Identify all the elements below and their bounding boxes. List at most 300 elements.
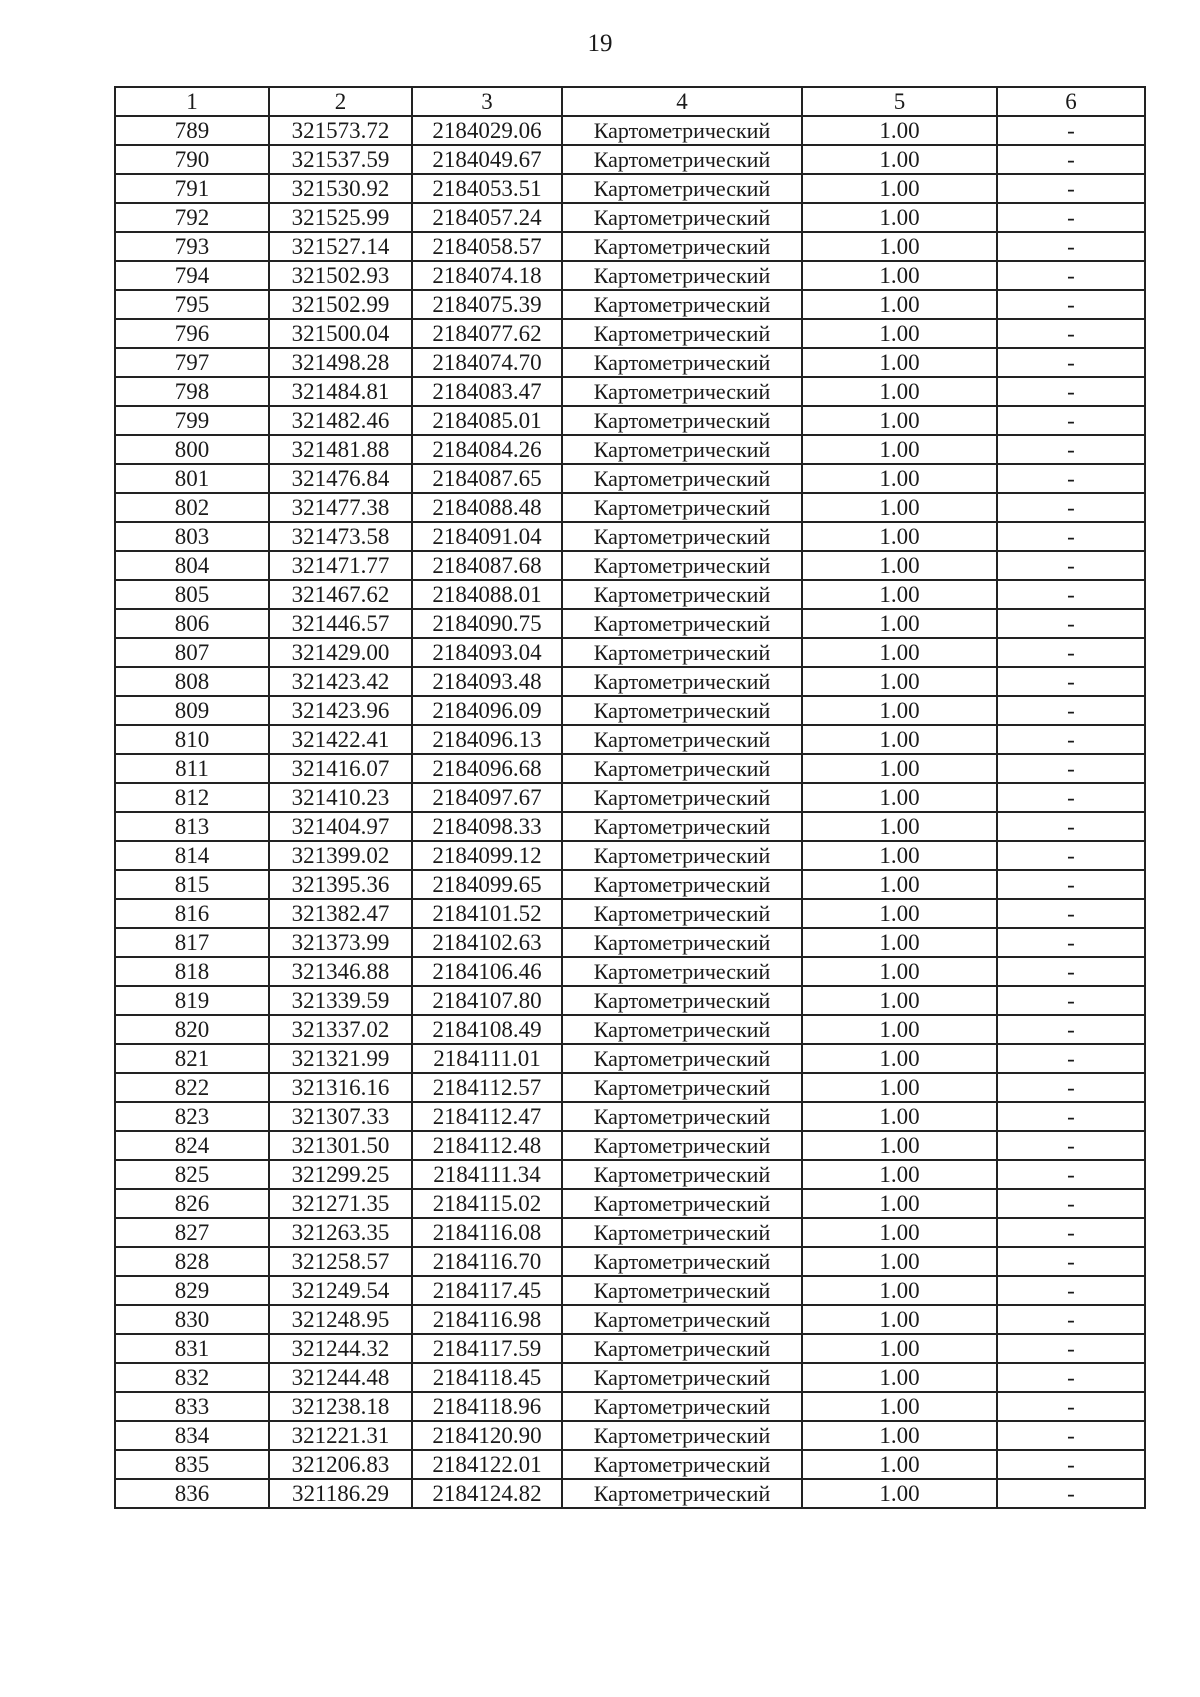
x-coordinate-cell: 321530.92: [269, 174, 412, 203]
description-cell: -: [997, 899, 1145, 928]
description-cell: -: [997, 493, 1145, 522]
description-cell: -: [997, 1218, 1145, 1247]
x-coordinate-cell: 321263.35: [269, 1218, 412, 1247]
method-cell: Картометрический: [562, 986, 802, 1015]
table-row: [115, 725, 1145, 754]
point-number-cell: 830: [115, 1305, 269, 1334]
x-coordinate-cell: 321477.38: [269, 493, 412, 522]
x-coordinate-cell: 321321.99: [269, 1044, 412, 1073]
y-coordinate-cell: 2184118.45: [412, 1363, 562, 1392]
table-header-row: [115, 87, 1145, 116]
point-number-cell: 812: [115, 783, 269, 812]
table-row: [115, 667, 1145, 696]
point-number-cell: 826: [115, 1189, 269, 1218]
y-coordinate-cell: 2184053.51: [412, 174, 562, 203]
method-cell: Картометрический: [562, 841, 802, 870]
method-cell: Картометрический: [562, 638, 802, 667]
accuracy-cell: 1.00: [802, 232, 997, 261]
y-coordinate-cell: 2184118.96: [412, 1392, 562, 1421]
y-coordinate-cell: 2184102.63: [412, 928, 562, 957]
x-coordinate-cell: 321423.42: [269, 667, 412, 696]
description-cell: -: [997, 522, 1145, 551]
method-cell: Картометрический: [562, 1450, 802, 1479]
table-row: [115, 319, 1145, 348]
method-cell: Картометрический: [562, 783, 802, 812]
x-coordinate-cell: 321307.33: [269, 1102, 412, 1131]
point-number-cell: 809: [115, 696, 269, 725]
accuracy-cell: 1.00: [802, 522, 997, 551]
column-header: 6: [997, 87, 1145, 116]
point-number-cell: 834: [115, 1421, 269, 1450]
accuracy-cell: 1.00: [802, 1218, 997, 1247]
point-number-cell: 827: [115, 1218, 269, 1247]
description-cell: -: [997, 203, 1145, 232]
x-coordinate-cell: 321337.02: [269, 1015, 412, 1044]
x-coordinate-cell: 321382.47: [269, 899, 412, 928]
table-row: [115, 1015, 1145, 1044]
y-coordinate-cell: 2184112.47: [412, 1102, 562, 1131]
table-row: [115, 754, 1145, 783]
description-cell: -: [997, 928, 1145, 957]
method-cell: Картометрический: [562, 1392, 802, 1421]
method-cell: Картометрический: [562, 1160, 802, 1189]
method-cell: Картометрический: [562, 406, 802, 435]
table-row: [115, 1218, 1145, 1247]
method-cell: Картометрический: [562, 870, 802, 899]
point-number-cell: 836: [115, 1479, 269, 1508]
method-cell: Картометрический: [562, 1102, 802, 1131]
method-cell: Картометрический: [562, 1131, 802, 1160]
accuracy-cell: 1.00: [802, 1363, 997, 1392]
method-cell: Картометрический: [562, 1044, 802, 1073]
table-row: [115, 290, 1145, 319]
table-row: [115, 464, 1145, 493]
point-number-cell: 820: [115, 1015, 269, 1044]
method-cell: Картометрический: [562, 812, 802, 841]
point-number-cell: 832: [115, 1363, 269, 1392]
accuracy-cell: 1.00: [802, 319, 997, 348]
table-row: [115, 841, 1145, 870]
y-coordinate-cell: 2184085.01: [412, 406, 562, 435]
y-coordinate-cell: 2184097.67: [412, 783, 562, 812]
accuracy-cell: 1.00: [802, 1102, 997, 1131]
y-coordinate-cell: 2184099.65: [412, 870, 562, 899]
x-coordinate-cell: 321221.31: [269, 1421, 412, 1450]
y-coordinate-cell: 2184111.34: [412, 1160, 562, 1189]
y-coordinate-cell: 2184096.13: [412, 725, 562, 754]
description-cell: -: [997, 377, 1145, 406]
point-number-cell: 807: [115, 638, 269, 667]
description-cell: -: [997, 1015, 1145, 1044]
table-row: [115, 116, 1145, 145]
table-row: [115, 812, 1145, 841]
description-cell: -: [997, 1131, 1145, 1160]
accuracy-cell: 1.00: [802, 1334, 997, 1363]
method-cell: Картометрический: [562, 232, 802, 261]
x-coordinate-cell: 321316.16: [269, 1073, 412, 1102]
column-header: 4: [562, 87, 802, 116]
table-row: [115, 1131, 1145, 1160]
accuracy-cell: 1.00: [802, 551, 997, 580]
accuracy-cell: 1.00: [802, 145, 997, 174]
method-cell: Картометрический: [562, 1015, 802, 1044]
accuracy-cell: 1.00: [802, 261, 997, 290]
table-body: [115, 116, 1145, 1508]
accuracy-cell: 1.00: [802, 957, 997, 986]
table-row: [115, 783, 1145, 812]
point-number-cell: 791: [115, 174, 269, 203]
point-number-cell: 808: [115, 667, 269, 696]
point-number-cell: 805: [115, 580, 269, 609]
description-cell: -: [997, 348, 1145, 377]
point-number-cell: 793: [115, 232, 269, 261]
description-cell: -: [997, 841, 1145, 870]
x-coordinate-cell: 321525.99: [269, 203, 412, 232]
point-number-cell: 822: [115, 1073, 269, 1102]
y-coordinate-cell: 2184117.45: [412, 1276, 562, 1305]
x-coordinate-cell: 321301.50: [269, 1131, 412, 1160]
y-coordinate-cell: 2184088.01: [412, 580, 562, 609]
description-cell: -: [997, 986, 1145, 1015]
point-number-cell: 825: [115, 1160, 269, 1189]
y-coordinate-cell: 2184093.04: [412, 638, 562, 667]
point-number-cell: 835: [115, 1450, 269, 1479]
table-row: [115, 348, 1145, 377]
accuracy-cell: 1.00: [802, 1450, 997, 1479]
accuracy-cell: 1.00: [802, 725, 997, 754]
accuracy-cell: 1.00: [802, 1305, 997, 1334]
x-coordinate-cell: 321346.88: [269, 957, 412, 986]
x-coordinate-cell: 321502.93: [269, 261, 412, 290]
table-row: [115, 986, 1145, 1015]
column-header: 3: [412, 87, 562, 116]
y-coordinate-cell: 2184107.80: [412, 986, 562, 1015]
point-number-cell: 800: [115, 435, 269, 464]
accuracy-cell: 1.00: [802, 174, 997, 203]
table-row: [115, 377, 1145, 406]
method-cell: Картометрический: [562, 1479, 802, 1508]
y-coordinate-cell: 2184058.57: [412, 232, 562, 261]
x-coordinate-cell: 321429.00: [269, 638, 412, 667]
method-cell: Картометрический: [562, 522, 802, 551]
table-row: [115, 493, 1145, 522]
table-row: [115, 174, 1145, 203]
x-coordinate-cell: 321186.29: [269, 1479, 412, 1508]
y-coordinate-cell: 2184117.59: [412, 1334, 562, 1363]
point-number-cell: 801: [115, 464, 269, 493]
description-cell: -: [997, 1421, 1145, 1450]
y-coordinate-cell: 2184087.68: [412, 551, 562, 580]
column-header: 1: [115, 87, 269, 116]
table-row: [115, 609, 1145, 638]
point-number-cell: 813: [115, 812, 269, 841]
x-coordinate-cell: 321404.97: [269, 812, 412, 841]
description-cell: -: [997, 957, 1145, 986]
method-cell: Картометрический: [562, 377, 802, 406]
point-number-cell: 817: [115, 928, 269, 957]
accuracy-cell: 1.00: [802, 638, 997, 667]
x-coordinate-cell: 321206.83: [269, 1450, 412, 1479]
method-cell: Картометрический: [562, 1218, 802, 1247]
description-cell: -: [997, 609, 1145, 638]
y-coordinate-cell: 2184120.90: [412, 1421, 562, 1450]
description-cell: -: [997, 261, 1145, 290]
description-cell: -: [997, 1189, 1145, 1218]
point-number-cell: 797: [115, 348, 269, 377]
table-row: [115, 1392, 1145, 1421]
coordinates-table: [114, 86, 1146, 1509]
point-number-cell: 795: [115, 290, 269, 319]
table-row: [115, 1450, 1145, 1479]
table-row: [115, 1305, 1145, 1334]
description-cell: -: [997, 290, 1145, 319]
x-coordinate-cell: 321238.18: [269, 1392, 412, 1421]
y-coordinate-cell: 2184111.01: [412, 1044, 562, 1073]
description-cell: -: [997, 1160, 1145, 1189]
table-row: [115, 1363, 1145, 1392]
y-coordinate-cell: 2184096.09: [412, 696, 562, 725]
table-row: [115, 203, 1145, 232]
x-coordinate-cell: 321484.81: [269, 377, 412, 406]
accuracy-cell: 1.00: [802, 377, 997, 406]
accuracy-cell: 1.00: [802, 899, 997, 928]
x-coordinate-cell: 321422.41: [269, 725, 412, 754]
x-coordinate-cell: 321482.46: [269, 406, 412, 435]
point-number-cell: 798: [115, 377, 269, 406]
method-cell: Картометрический: [562, 203, 802, 232]
x-coordinate-cell: 321500.04: [269, 319, 412, 348]
y-coordinate-cell: 2184075.39: [412, 290, 562, 319]
accuracy-cell: 1.00: [802, 1189, 997, 1218]
point-number-cell: 806: [115, 609, 269, 638]
table-row: [115, 1247, 1145, 1276]
description-cell: -: [997, 812, 1145, 841]
table-row: [115, 1044, 1145, 1073]
table-row: [115, 580, 1145, 609]
point-number-cell: 814: [115, 841, 269, 870]
point-number-cell: 815: [115, 870, 269, 899]
y-coordinate-cell: 2184029.06: [412, 116, 562, 145]
method-cell: Картометрический: [562, 1276, 802, 1305]
y-coordinate-cell: 2184108.49: [412, 1015, 562, 1044]
method-cell: Картометрический: [562, 493, 802, 522]
description-cell: -: [997, 232, 1145, 261]
y-coordinate-cell: 2184115.02: [412, 1189, 562, 1218]
accuracy-cell: 1.00: [802, 493, 997, 522]
table-row: [115, 957, 1145, 986]
method-cell: Картометрический: [562, 116, 802, 145]
y-coordinate-cell: 2184116.70: [412, 1247, 562, 1276]
point-number-cell: 818: [115, 957, 269, 986]
accuracy-cell: 1.00: [802, 203, 997, 232]
y-coordinate-cell: 2184106.46: [412, 957, 562, 986]
point-number-cell: 833: [115, 1392, 269, 1421]
table-row: [115, 232, 1145, 261]
point-number-cell: 802: [115, 493, 269, 522]
x-coordinate-cell: 321249.54: [269, 1276, 412, 1305]
description-cell: -: [997, 116, 1145, 145]
point-number-cell: 821: [115, 1044, 269, 1073]
y-coordinate-cell: 2184049.67: [412, 145, 562, 174]
method-cell: Картометрический: [562, 261, 802, 290]
table-row: [115, 638, 1145, 667]
y-coordinate-cell: 2184057.24: [412, 203, 562, 232]
description-cell: -: [997, 638, 1145, 667]
x-coordinate-cell: 321244.48: [269, 1363, 412, 1392]
method-cell: Картометрический: [562, 957, 802, 986]
description-cell: -: [997, 551, 1145, 580]
y-coordinate-cell: 2184093.48: [412, 667, 562, 696]
point-number-cell: 819: [115, 986, 269, 1015]
point-number-cell: 829: [115, 1276, 269, 1305]
point-number-cell: 824: [115, 1131, 269, 1160]
y-coordinate-cell: 2184074.18: [412, 261, 562, 290]
accuracy-cell: 1.00: [802, 290, 997, 319]
accuracy-cell: 1.00: [802, 1392, 997, 1421]
method-cell: Картометрический: [562, 1334, 802, 1363]
description-cell: -: [997, 870, 1145, 899]
table-row: [115, 1102, 1145, 1131]
accuracy-cell: 1.00: [802, 696, 997, 725]
y-coordinate-cell: 2184074.70: [412, 348, 562, 377]
y-coordinate-cell: 2184112.48: [412, 1131, 562, 1160]
point-number-cell: 811: [115, 754, 269, 783]
x-coordinate-cell: 321399.02: [269, 841, 412, 870]
description-cell: -: [997, 754, 1145, 783]
table-row: [115, 928, 1145, 957]
accuracy-cell: 1.00: [802, 870, 997, 899]
accuracy-cell: 1.00: [802, 1160, 997, 1189]
x-coordinate-cell: 321248.95: [269, 1305, 412, 1334]
column-header: 2: [269, 87, 412, 116]
description-cell: -: [997, 1073, 1145, 1102]
x-coordinate-cell: 321299.25: [269, 1160, 412, 1189]
table-row: [115, 1334, 1145, 1363]
description-cell: -: [997, 667, 1145, 696]
x-coordinate-cell: 321573.72: [269, 116, 412, 145]
y-coordinate-cell: 2184091.04: [412, 522, 562, 551]
x-coordinate-cell: 321446.57: [269, 609, 412, 638]
table-row: [115, 1276, 1145, 1305]
description-cell: -: [997, 725, 1145, 754]
point-number-cell: 803: [115, 522, 269, 551]
method-cell: Картометрический: [562, 1189, 802, 1218]
accuracy-cell: 1.00: [802, 406, 997, 435]
x-coordinate-cell: 321537.59: [269, 145, 412, 174]
table-row: [115, 1160, 1145, 1189]
table-row: [115, 435, 1145, 464]
method-cell: Картометрический: [562, 551, 802, 580]
method-cell: Картометрический: [562, 435, 802, 464]
accuracy-cell: 1.00: [802, 580, 997, 609]
description-cell: -: [997, 1247, 1145, 1276]
accuracy-cell: 1.00: [802, 609, 997, 638]
description-cell: -: [997, 435, 1145, 464]
point-number-cell: 804: [115, 551, 269, 580]
point-number-cell: 816: [115, 899, 269, 928]
description-cell: -: [997, 406, 1145, 435]
method-cell: Картометрический: [562, 145, 802, 174]
y-coordinate-cell: 2184101.52: [412, 899, 562, 928]
y-coordinate-cell: 2184083.47: [412, 377, 562, 406]
description-cell: -: [997, 1363, 1145, 1392]
x-coordinate-cell: 321416.07: [269, 754, 412, 783]
y-coordinate-cell: 2184112.57: [412, 1073, 562, 1102]
description-cell: -: [997, 174, 1145, 203]
table-row: [115, 145, 1145, 174]
description-cell: -: [997, 580, 1145, 609]
method-cell: Картометрический: [562, 1247, 802, 1276]
y-coordinate-cell: 2184087.65: [412, 464, 562, 493]
point-number-cell: 810: [115, 725, 269, 754]
description-cell: -: [997, 1276, 1145, 1305]
method-cell: Картометрический: [562, 1305, 802, 1334]
method-cell: Картометрический: [562, 899, 802, 928]
method-cell: Картометрический: [562, 1073, 802, 1102]
table-row: [115, 870, 1145, 899]
point-number-cell: 794: [115, 261, 269, 290]
accuracy-cell: 1.00: [802, 1276, 997, 1305]
point-number-cell: 831: [115, 1334, 269, 1363]
table-row: [115, 1073, 1145, 1102]
method-cell: Картометрический: [562, 609, 802, 638]
accuracy-cell: 1.00: [802, 1015, 997, 1044]
x-coordinate-cell: 321244.32: [269, 1334, 412, 1363]
method-cell: Картометрический: [562, 928, 802, 957]
accuracy-cell: 1.00: [802, 1421, 997, 1450]
description-cell: -: [997, 696, 1145, 725]
description-cell: -: [997, 1450, 1145, 1479]
table-row: [115, 696, 1145, 725]
accuracy-cell: 1.00: [802, 1073, 997, 1102]
point-number-cell: 792: [115, 203, 269, 232]
accuracy-cell: 1.00: [802, 435, 997, 464]
x-coordinate-cell: 321467.62: [269, 580, 412, 609]
description-cell: -: [997, 1305, 1145, 1334]
method-cell: Картометрический: [562, 290, 802, 319]
y-coordinate-cell: 2184116.08: [412, 1218, 562, 1247]
x-coordinate-cell: 321258.57: [269, 1247, 412, 1276]
x-coordinate-cell: 321473.58: [269, 522, 412, 551]
accuracy-cell: 1.00: [802, 754, 997, 783]
table-row: [115, 522, 1145, 551]
table-row: [115, 406, 1145, 435]
description-cell: -: [997, 464, 1145, 493]
x-coordinate-cell: 321373.99: [269, 928, 412, 957]
description-cell: -: [997, 319, 1145, 348]
method-cell: Картометрический: [562, 464, 802, 493]
table-row: [115, 551, 1145, 580]
accuracy-cell: 1.00: [802, 986, 997, 1015]
table-row: [115, 261, 1145, 290]
point-number-cell: 828: [115, 1247, 269, 1276]
description-cell: -: [997, 1392, 1145, 1421]
table-row: [115, 1421, 1145, 1450]
accuracy-cell: 1.00: [802, 841, 997, 870]
y-coordinate-cell: 2184084.26: [412, 435, 562, 464]
table-row: [115, 1189, 1145, 1218]
y-coordinate-cell: 2184099.12: [412, 841, 562, 870]
accuracy-cell: 1.00: [802, 928, 997, 957]
description-cell: -: [997, 1102, 1145, 1131]
table-row: [115, 1479, 1145, 1508]
description-cell: -: [997, 145, 1145, 174]
accuracy-cell: 1.00: [802, 667, 997, 696]
description-cell: -: [997, 1479, 1145, 1508]
point-number-cell: 796: [115, 319, 269, 348]
page-number: 19: [587, 30, 613, 57]
point-number-cell: 790: [115, 145, 269, 174]
